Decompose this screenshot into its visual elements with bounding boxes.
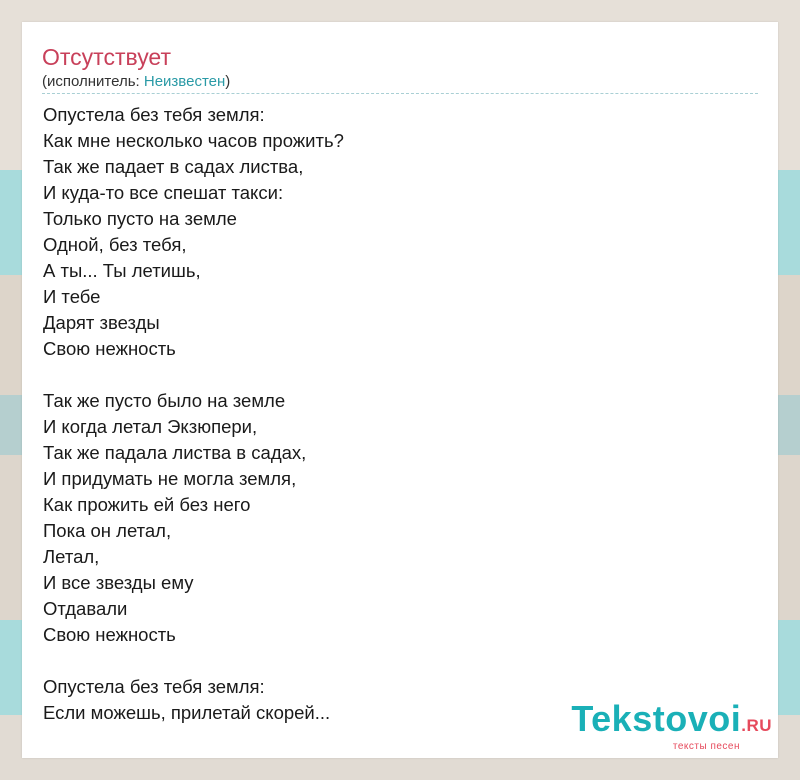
- artist-link[interactable]: Неизвестен: [143, 73, 226, 90]
- lyric-line: Если можешь, прилетай скорей...: [43, 702, 331, 723]
- logo-tld: .RU: [741, 716, 772, 735]
- logo-name: Tekstovoi: [571, 698, 742, 739]
- artist-prefix: (исполнитель:: [42, 73, 144, 90]
- lyric-blank-line: [43, 362, 758, 388]
- lyric-line: И придумать не могла земля,: [43, 468, 297, 489]
- lyric-line: И когда летал Экзюпери,: [43, 416, 258, 437]
- tekstovoi-logo[interactable]: [571, 700, 772, 752]
- lyric-line: Одной, без тебя,: [43, 234, 187, 255]
- lyric-line: А ты... Ты летишь,: [43, 260, 201, 281]
- lyric-line: Свою нежность: [43, 624, 176, 645]
- lyric-line: Так же падает в садах листва,: [43, 156, 304, 177]
- lyric-line: Пока он летал,: [43, 520, 172, 541]
- lyric-line: И тебе: [43, 286, 101, 307]
- lyrics-card: [22, 22, 778, 758]
- lyric-line: Опустела без тебя земля:: [43, 676, 265, 697]
- lyric-line: Как мне несколько часов прожить?: [43, 130, 344, 151]
- lyric-line: Так же падала листва в садах,: [43, 442, 307, 463]
- lyric-line: И куда-то все спешат такси:: [43, 182, 284, 203]
- lyric-line: Летал,: [43, 546, 100, 567]
- lyric-line: Дарят звезды: [43, 312, 160, 333]
- lyric-line: И все звезды ему: [43, 572, 194, 593]
- lyrics-text: [43, 102, 758, 726]
- artist-suffix: ): [225, 73, 231, 90]
- lyric-line: Только пусто на земле: [43, 208, 237, 229]
- lyric-blank-line: [43, 648, 758, 674]
- lyric-line: Так же пусто было на земле: [43, 390, 286, 411]
- artist-line: [42, 73, 230, 91]
- divider: [42, 93, 758, 94]
- lyric-line: Отдавали: [43, 598, 128, 619]
- lyric-line: Как прожить ей без него: [43, 494, 251, 515]
- logo-wordmark: [571, 700, 772, 745]
- lyric-line: Свою нежность: [43, 338, 176, 359]
- logo-tagline: тексты песен: [672, 741, 740, 752]
- lyric-line: Опустела без тебя земля:: [43, 104, 265, 125]
- song-title: Отсутствует: [42, 44, 171, 70]
